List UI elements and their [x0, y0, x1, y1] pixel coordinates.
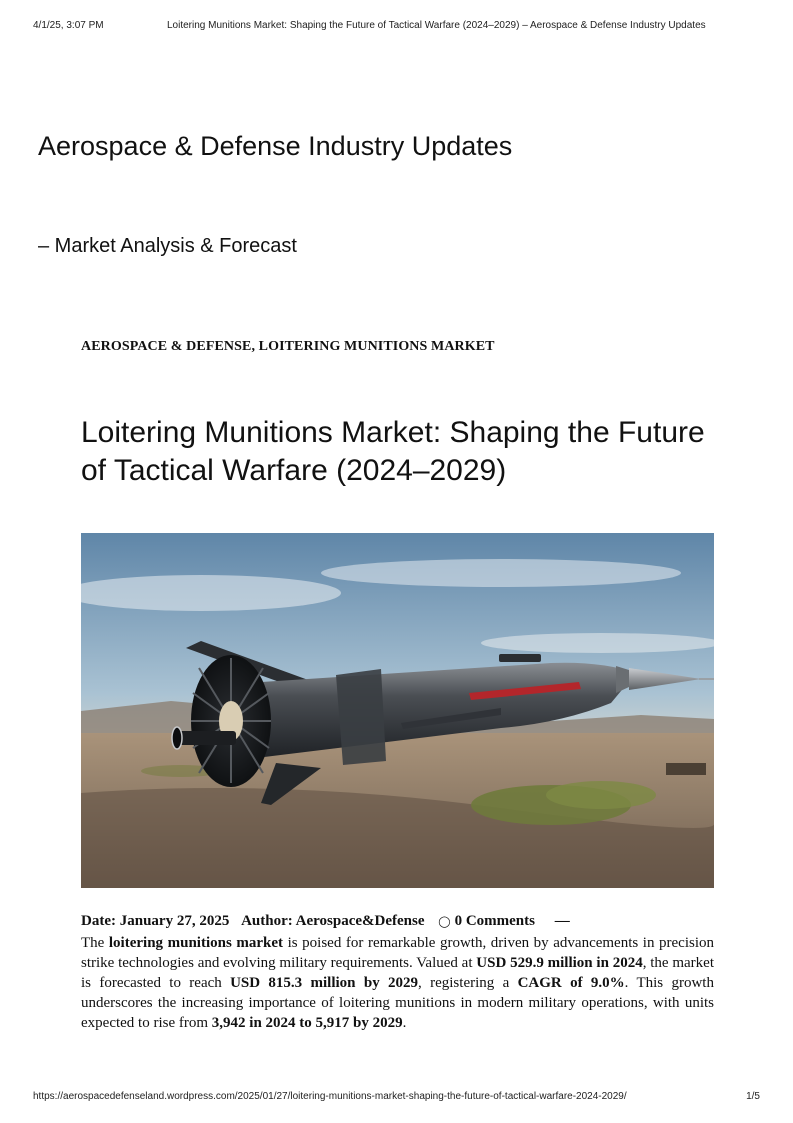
print-page-title: Loitering Munitions Market: Shaping the Future of Tactical Warfare (2024–2029) – Aerospace & Defense Industry Updates: [167, 20, 706, 31]
hero-image: [81, 533, 714, 888]
intro-bold-5: 3,942 in 2024 to 5,917 by 2029: [211, 1015, 403, 1031]
intro-bold-1: loitering munitions market: [108, 935, 284, 951]
print-datetime: 4/1/25, 3:07 PM: [33, 20, 104, 31]
post-author[interactable]: Author: Aerospace&Defense: [241, 913, 425, 929]
intro-text-5: . This growth underscores the increasing importance of loitering munitions in modern military operations, with units expected to rise from: [81, 975, 714, 1031]
post-title: Loitering Munitions Market: Shaping the Future of Tactical Warfare (2024–2029): [81, 416, 705, 487]
intro-paragraph: [81, 933, 714, 1033]
intro-text-4: , registering a: [418, 975, 518, 991]
post-meta: [81, 913, 721, 930]
intro-text-2: is poised for remarkable growth, driven by advancements in precision strike technologies and evolving military requirements. Valued at: [81, 935, 714, 971]
meta-dash: —: [554, 913, 570, 929]
intro-text-6: .: [402, 1015, 407, 1031]
site-title[interactable]: Aerospace & Defense Industry Updates: [38, 131, 513, 161]
site-tagline: – Market Analysis & Forecast: [38, 235, 297, 257]
intro-bold-2: USD 529.9 million in 2024: [476, 955, 643, 971]
print-url: https://aerospacedefenseland.wordpress.com/2025/01/27/loitering-munitions-market-shaping-the-future-of-tactical-warfare-2024-2029/: [33, 1091, 627, 1102]
post-categories[interactable]: AEROSPACE & DEFENSE, LOITERING MUNITIONS MARKET: [81, 339, 495, 354]
intro-text-3: , the market is forecasted to reach: [81, 955, 714, 991]
print-page-number: 1/5: [746, 1091, 760, 1102]
intro-bold-3: USD 815.3 million by 2029: [230, 975, 419, 991]
loitering-munition-illustration: [81, 533, 714, 888]
intro-bold-4: CAGR of 9.0%: [517, 975, 625, 991]
print-footer: [33, 1091, 760, 1105]
intro-text-1: The: [81, 935, 109, 951]
comments-link[interactable]: 0 Comments: [454, 913, 535, 929]
comment-icon: ◯: [438, 916, 451, 928]
print-header: [33, 20, 760, 34]
post-date: Date: January 27, 2025: [81, 913, 230, 929]
